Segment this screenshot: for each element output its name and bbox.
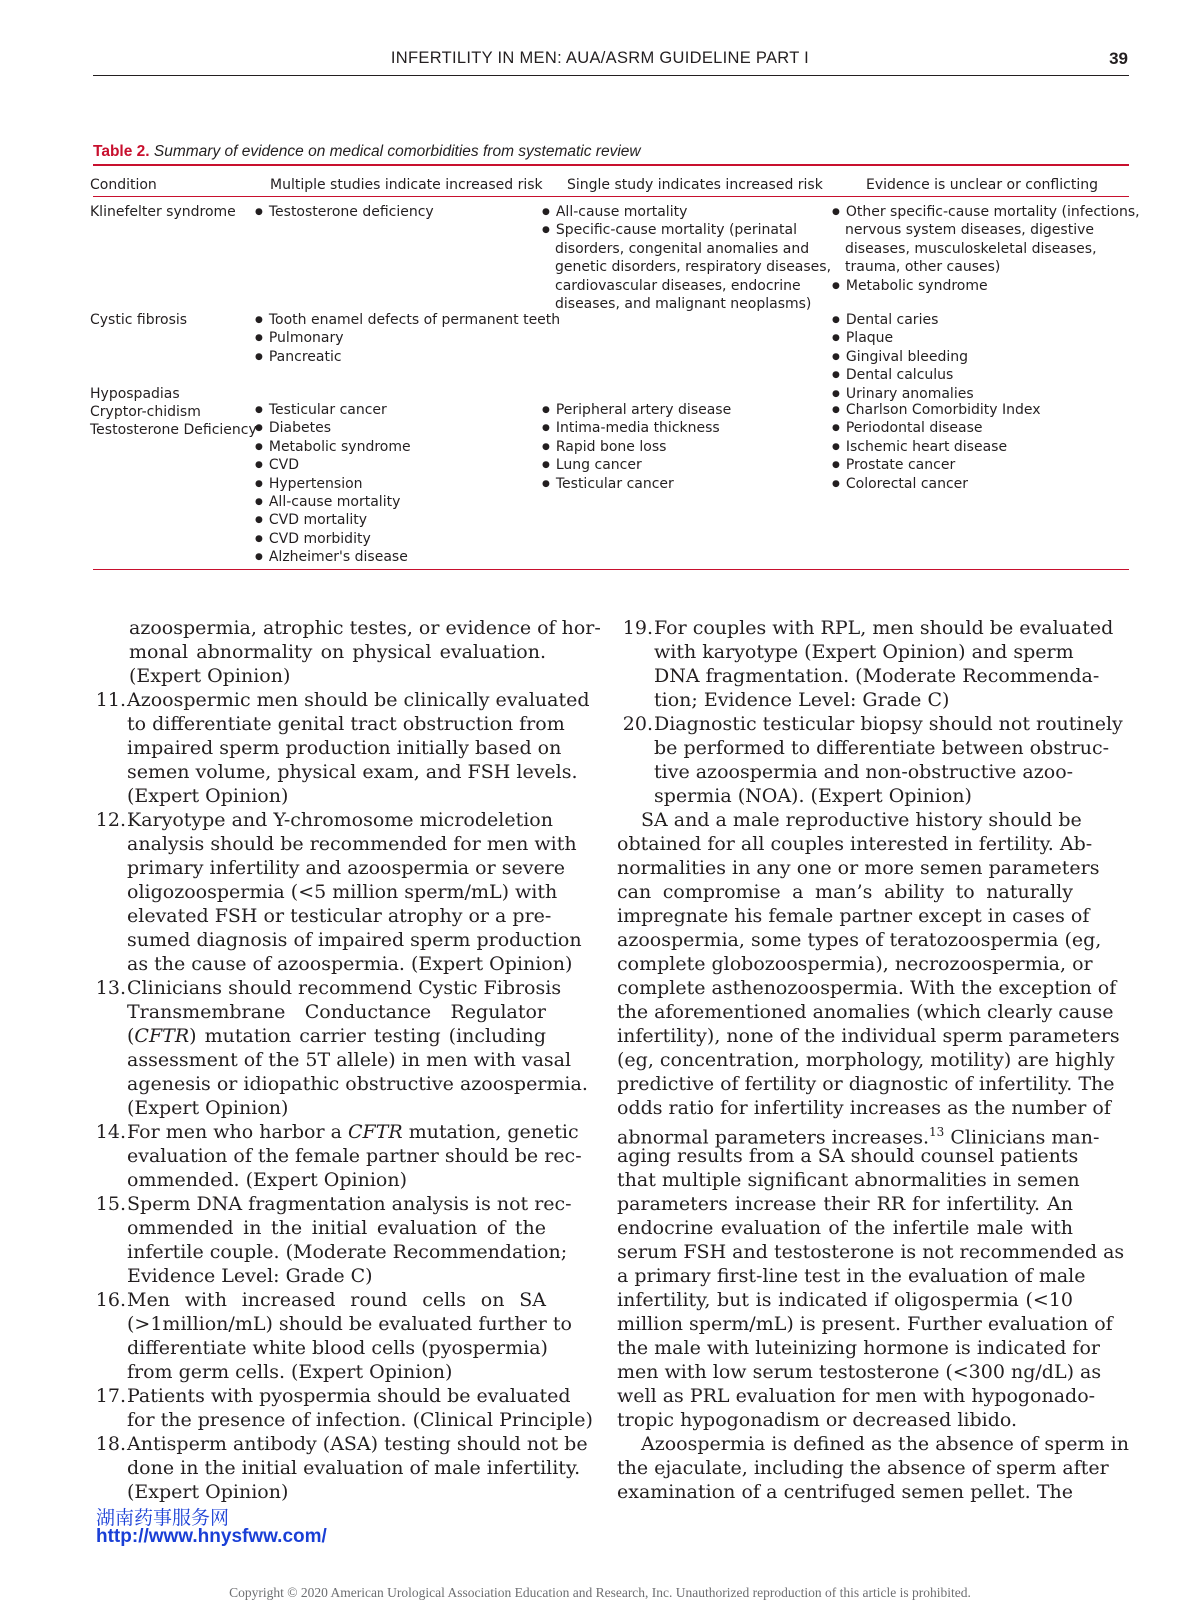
statement-indent <box>88 1144 127 1168</box>
bullet-icon: ● <box>255 207 263 217</box>
table-caption <box>93 143 641 161</box>
statement-line: agenesis or idiopathic obstructive azoospermia. <box>127 1073 588 1095</box>
paragraph-line: examination of a centrifuged semen pellet. The <box>617 1481 1073 1503</box>
statement-line: Karyotype and Y-chromosome microdeletion <box>127 809 553 831</box>
row-klinefelter-single <box>542 203 831 313</box>
bullet-icon: ● <box>542 225 550 236</box>
paragraph-line: that multiple significant abnormalities in semen <box>617 1169 1080 1191</box>
statement-line: analysis should be recommended for men with <box>127 833 577 855</box>
statement-line: DNA fragmentation. (Moderate Recommenda- <box>654 665 1100 687</box>
guideline-statement <box>90 688 590 808</box>
paragraph-line: well as PRL evaluation for men with hypogonado- <box>617 1385 1096 1407</box>
watermark-chinese: 湖南药事服务网 <box>96 1507 230 1529</box>
bullet-icon: ● <box>542 423 550 434</box>
bullet-item: ● Other specific-cause mortality (infections, <box>832 204 1140 220</box>
statement-line: sumed diagnosis of impaired sperm production <box>127 929 582 951</box>
statement-indent <box>615 784 654 808</box>
bullet-item: ● Prostate cancer <box>832 457 956 474</box>
paragraph-line: infertility), none of the individual sperm parameters <box>617 1025 1120 1047</box>
row-cystic-fibrosis-condition <box>90 311 257 440</box>
paragraph-line: SA and a male reproductive history should be <box>641 809 1082 831</box>
paragraph-line: men with low serum testosterone (<300 ng/dL) as <box>617 1361 1102 1383</box>
bullet-icon: ● <box>832 423 840 434</box>
statement-line: tive azoospermia and non-obstructive azoo- <box>654 761 1074 783</box>
bullet-icon: ● <box>255 441 263 452</box>
bullet-icon: ● <box>255 405 263 415</box>
table-header-rule <box>93 196 1129 197</box>
paragraph-line: (eg, concentration, morphology, motility) are highly <box>617 1049 1115 1071</box>
statement-number: 17. <box>95 1385 126 1407</box>
statement-indent <box>88 1456 127 1480</box>
statement-indent <box>88 1024 127 1048</box>
bullet-item: ● Gingival bleeding <box>832 348 968 365</box>
statement-indent <box>88 712 127 736</box>
paragraph-line: complete globozoospermia), necrozoospermia, or <box>617 953 1093 975</box>
paragraph-line: aging results from a SA should counsel patients <box>617 1145 1079 1167</box>
bullet-icon: ● <box>542 405 550 415</box>
bullet-icon: ● <box>832 351 840 362</box>
guideline-statement <box>90 1288 572 1384</box>
table-label: Table 2. <box>93 143 150 160</box>
guideline-statement <box>90 808 582 976</box>
statement-line: azoospermia, atrophic testes, or evidence of hor- <box>129 617 601 639</box>
statement-indent <box>88 832 127 856</box>
statement-line: from germ cells. (Expert Opinion) <box>127 1361 453 1383</box>
bullet-icon: ● <box>255 460 263 471</box>
statement-indent <box>88 1072 127 1096</box>
statement-line: monal abnormality on physical evaluation. <box>129 641 546 663</box>
paragraph-line: obtained for all couples interested in fertility. Ab- <box>617 833 1093 855</box>
statement-indent <box>88 784 127 808</box>
bullet-item: ● Metabolic syndrome <box>255 438 411 455</box>
guideline-statement <box>90 1192 572 1288</box>
statement-indent <box>88 1168 127 1192</box>
left-column <box>90 616 601 1504</box>
table-header-condition: Condition <box>90 177 157 193</box>
statement-number: 18. <box>95 1433 126 1455</box>
bullet-icon: ● <box>542 460 550 471</box>
statement-indent <box>88 1312 127 1336</box>
statement-line: (>1million/mL) should be evaluated further to <box>127 1313 572 1335</box>
bullet-item: disorders, congenital anomalies and <box>555 240 810 257</box>
guideline-statement <box>90 1120 582 1192</box>
paragraph-line: impregnate his female partner except in cases of <box>617 905 1090 927</box>
condition-name <box>90 348 257 366</box>
bullet-icon: ● <box>255 423 263 434</box>
bullet-item: ● Lung cancer <box>542 457 642 474</box>
statement-number: 20. <box>622 713 653 735</box>
table-caption-text: Summary of evidence on medical comorbidities from systematic review <box>153 143 641 160</box>
bullet-item: ● All-cause mortality <box>255 493 401 510</box>
statement-number: 16. <box>95 1289 126 1311</box>
bullet-item: ● Metabolic syndrome <box>832 277 988 294</box>
bullet-icon: ● <box>832 207 840 217</box>
statement-indent <box>88 1096 127 1120</box>
paragraph-line: million sperm/mL) is present. Further evaluation of <box>617 1313 1113 1335</box>
bullet-item: diseases, and malignant neoplasms) <box>555 295 812 312</box>
condition-name: Cystic fibrosis <box>90 312 188 328</box>
statement-line: Antisperm antibody (ASA) testing should not be <box>127 1433 588 1455</box>
paragraph-line: endocrine evaluation of the infertile male with <box>617 1217 1073 1239</box>
bullet-item: ● Testicular cancer <box>255 402 387 418</box>
paragraph-azoospermia <box>617 1432 1129 1504</box>
bullet-icon: ● <box>832 388 840 399</box>
paragraph-line: the aforementioned anomalies (which clearly cause <box>617 1001 1114 1023</box>
paragraph-line: a primary first-line test in the evaluation of male <box>617 1265 1086 1287</box>
statement-line: Transmembrane Conductance Regulator <box>127 1001 546 1023</box>
statement-number: 15. <box>95 1193 126 1215</box>
statement-number: 11. <box>95 689 126 711</box>
bullet-item: ● Charlson Comorbidity Index <box>832 402 1041 418</box>
statement-number: 13. <box>95 977 126 999</box>
bullet-item: ● Dental caries <box>832 312 939 328</box>
bullet-item: ● Alzheimer's disease <box>255 549 408 566</box>
statement-indent <box>88 1240 127 1264</box>
row-testosterone-deficiency-single <box>542 401 731 493</box>
paragraph-line: odds ratio for infertility increases as the number of <box>617 1097 1111 1119</box>
paragraph-line: infertility, but is indicated if oligospermia (<10 <box>617 1289 1073 1311</box>
condition-name: Testosterone Deficiency <box>90 422 257 439</box>
bullet-item: ● Plaque <box>832 330 894 347</box>
row-testosterone-deficiency-unclear <box>832 401 1041 493</box>
bullet-icon: ● <box>255 515 263 526</box>
bullet-icon: ● <box>255 351 263 362</box>
bullet-item: ● Rapid bone loss <box>542 438 667 455</box>
bullet-item: ● Periodontal disease <box>832 420 983 437</box>
bullet-icon: ● <box>255 478 263 489</box>
statement-indent <box>615 664 654 688</box>
bullet-icon: ● <box>542 478 550 489</box>
bullet-icon: ● <box>542 441 550 452</box>
statement-indent <box>615 760 654 784</box>
paragraph-line: the male with luteinizing hormone is indicated for <box>617 1337 1100 1359</box>
statement-line: Clinicians should recommend Cystic Fibrosis <box>127 977 562 999</box>
statement-indent <box>615 736 654 760</box>
statement-number: 12. <box>95 809 126 831</box>
guideline-statement <box>90 1384 593 1432</box>
statement-indent <box>88 1360 127 1384</box>
statement-line: for the presence of infection. (Clinical Principle) <box>127 1409 593 1431</box>
statement-line: (Expert Opinion) <box>127 1097 289 1119</box>
statement-line: Evidence Level: Grade C) <box>127 1265 373 1287</box>
condition-name: Klinefelter syndrome <box>90 204 236 220</box>
bullet-icon: ● <box>832 280 840 291</box>
condition-name: Hypospadias <box>90 385 180 402</box>
bullet-item: trauma, other causes) <box>845 259 1001 276</box>
statement-line: (Expert Opinion) <box>127 785 289 807</box>
bullet-icon: ● <box>832 405 840 415</box>
statement-indent <box>88 928 127 952</box>
watermark-url[interactable]: http://www.hnysfww.com/ <box>96 1526 327 1547</box>
statement-indent <box>88 1264 127 1288</box>
statement-number: 19. <box>622 617 653 639</box>
bullet-icon: ● <box>542 207 550 217</box>
table-bottom-rule <box>93 569 1129 570</box>
statement-indent <box>88 1408 127 1432</box>
statement-line: oligozoospermia (<5 million sperm/mL) with <box>127 881 558 903</box>
paragraph-line: tropic hypogonadism or decreased libido. <box>617 1409 1018 1431</box>
guideline-statement <box>617 712 1123 808</box>
bullet-item: ● CVD morbidity <box>255 530 371 547</box>
statement-line: For couples with RPL, men should be evaluated <box>654 617 1114 639</box>
statement-line: as the cause of azoospermia. (Expert Opinion) <box>127 953 573 975</box>
statement-line: For men who harbor a CFTR mutation, genetic <box>127 1121 579 1143</box>
bullet-icon: ● <box>832 460 840 471</box>
statement-line: impaired sperm production initially based on <box>127 737 562 759</box>
paragraph-line: the ejaculate, including the absence of sperm after <box>617 1457 1109 1479</box>
bullet-item: cardiovascular diseases, endocrine <box>555 277 801 294</box>
statement-line: evaluation of the female partner should be rec- <box>127 1145 582 1167</box>
statement-line: (Expert Opinion) <box>129 665 291 687</box>
citation-reference[interactable]: 13 <box>929 1125 945 1139</box>
statement-line: Diagnostic testicular biopsy should not routinely <box>654 713 1123 735</box>
statement-indent <box>615 688 654 712</box>
bullet-icon: ● <box>255 315 263 325</box>
bullet-item: ● CVD mortality <box>255 512 368 529</box>
statement-line: assessment of the 5T allele) in men with vasal <box>127 1049 572 1071</box>
page-number: 39 <box>1109 49 1128 68</box>
paragraph-line: Azoospermia is defined as the absence of sperm in <box>641 1433 1129 1455</box>
guideline-statement <box>90 1432 588 1504</box>
statement-line: to differentiate genital tract obstruction from <box>127 713 565 735</box>
bullet-item: ● Dental calculus <box>832 367 954 384</box>
statement-indent <box>88 1216 127 1240</box>
table-header-single: Single study indicates increased risk <box>567 177 823 193</box>
statement-indent <box>88 760 127 784</box>
statement-number: 14. <box>95 1121 126 1143</box>
statement-line: elevated FSH or testicular atrophy or a pre- <box>127 905 552 927</box>
bullet-icon: ● <box>832 333 840 344</box>
statement-indent <box>88 880 127 904</box>
paragraph-line: parameters increase their RR for infertility. An <box>617 1193 1073 1215</box>
bullet-item: diseases, musculoskeletal diseases, <box>845 240 1097 257</box>
statement-indent <box>88 856 127 880</box>
bullet-item: ● Ischemic heart disease <box>832 438 1008 455</box>
condition-name: Cryptor-chidism <box>90 403 201 420</box>
paragraph-line: predictive of fertility or diagnostic of infertility. The <box>617 1073 1115 1095</box>
row-klinefelter-multiple <box>255 203 434 221</box>
bullet-icon: ● <box>832 315 840 325</box>
row-testosterone-deficiency-multiple <box>255 401 411 567</box>
bullet-item: genetic disorders, respiratory diseases, <box>555 259 832 276</box>
statement-line: differentiate white blood cells (pyospermia) <box>127 1337 548 1359</box>
continued-statement <box>90 616 601 688</box>
statement-line: done in the initial evaluation of male infertility. <box>127 1457 581 1479</box>
running-title: INFERTILITY IN MEN: AUA/ASRM GUIDELINE PART I <box>390 49 810 67</box>
paragraph-line: azoospermia, some types of teratozoospermia (eg, <box>617 929 1102 951</box>
statement-indent <box>88 1336 127 1360</box>
bullet-item: ● Peripheral artery disease <box>542 402 732 418</box>
header-rule <box>93 75 1129 76</box>
statement-indent <box>88 904 127 928</box>
right-column <box>617 616 1129 1504</box>
bullet-item: ● Testicular cancer <box>542 475 674 492</box>
guideline-statement <box>617 616 1114 712</box>
copyright-footer: Copyright © 2020 American Urological Association Education and Research, Inc. Unauthorized reproduction of this article is prohibited. <box>229 1585 971 1600</box>
statement-indent <box>88 1480 127 1504</box>
statement-indent <box>88 1000 127 1024</box>
bullet-item: ● Colorectal cancer <box>832 475 969 492</box>
paragraph-line: abnormal parameters increases.$^{13}$ Clinicians man- <box>617 1125 1100 1149</box>
row-cystic-fibrosis-multiple <box>255 311 560 366</box>
table-header-unclear: Evidence is unclear or conflicting <box>866 177 1098 193</box>
table-top-rule <box>93 164 1129 166</box>
statement-line: ommended. (Expert Opinion) <box>127 1169 407 1191</box>
statement-indent <box>615 640 654 664</box>
statement-line: semen volume, physical exam, and FSH levels. <box>127 761 578 783</box>
bullet-item: ● Intima-media thickness <box>542 420 720 437</box>
bullet-item: ● Testosterone deficiency <box>255 204 434 220</box>
statement-line: (Expert Opinion) <box>127 1481 289 1503</box>
row-klinefelter-unclear <box>832 203 1140 295</box>
statement-line: Men with increased round cells on SA <box>127 1289 546 1311</box>
bullet-icon: ● <box>832 478 840 489</box>
bullet-item: ● Urinary anomalies <box>832 385 974 402</box>
row-klinefelter-condition <box>90 203 236 221</box>
bullet-icon: ● <box>832 370 840 381</box>
paragraph-line: complete asthenozoospermia. With the exception of <box>617 977 1117 999</box>
bullet-item: ● Pulmonary <box>255 330 344 347</box>
statement-line: with karyotype (Expert Opinion) and sperm <box>654 641 1074 663</box>
statement-line: be performed to differentiate between obstruc- <box>654 737 1110 759</box>
bullet-icon: ● <box>255 496 263 507</box>
bullet-item: ● Specific-cause mortality (perinatal <box>542 222 797 239</box>
statement-line: spermia (NOA). (Expert Opinion) <box>654 785 972 807</box>
bullet-icon: ● <box>255 552 263 563</box>
statement-line: tion; Evidence Level: Grade C) <box>654 689 950 711</box>
statement-line: Azoospermic men should be clinically evaluated <box>127 689 590 711</box>
paragraph-semen-analysis <box>617 808 1125 1432</box>
statement-indent <box>88 952 127 976</box>
bullet-icon: ● <box>255 533 263 544</box>
condition-name <box>90 329 257 347</box>
table-header-multiple: Multiple studies indicate increased risk <box>270 177 543 193</box>
statement-line: primary infertility and azoospermia or severe <box>127 857 566 879</box>
paragraph-line: normalities in any one or more semen parameters <box>617 857 1100 879</box>
bullet-item: ● Tooth enamel defects of permanent teeth <box>255 312 561 328</box>
bullet-icon: ● <box>255 333 263 344</box>
bullet-item: ● Hypertension <box>255 475 363 492</box>
statement-indent <box>88 736 127 760</box>
statement-line: (CFTR) mutation carrier testing (including <box>127 1025 546 1047</box>
statement-indent <box>88 1048 127 1072</box>
row-cystic-fibrosis-unclear <box>832 311 974 403</box>
bullet-item: ● CVD <box>255 457 299 474</box>
bullet-item: ● Diabetes <box>255 420 332 437</box>
statement-line: infertile couple. (Moderate Recommendation; <box>127 1241 568 1263</box>
paragraph-line: serum FSH and testosterone is not recommended as <box>617 1241 1125 1263</box>
bullet-item: ● All-cause mortality <box>542 204 688 220</box>
paragraph-line: can compromise a man’s ability to naturally <box>617 881 1073 903</box>
statement-line: Sperm DNA fragmentation analysis is not rec- <box>127 1193 572 1215</box>
bullet-item: ● Pancreatic <box>255 348 342 365</box>
condition-name <box>90 366 257 384</box>
bullet-item: nervous system diseases, digestive <box>845 222 1094 239</box>
statement-line: ommended in the initial evaluation of the <box>127 1217 546 1239</box>
guideline-statement <box>90 976 588 1120</box>
statement-line: Patients with pyospermia should be evaluated <box>127 1385 571 1407</box>
bullet-icon: ● <box>832 441 840 452</box>
